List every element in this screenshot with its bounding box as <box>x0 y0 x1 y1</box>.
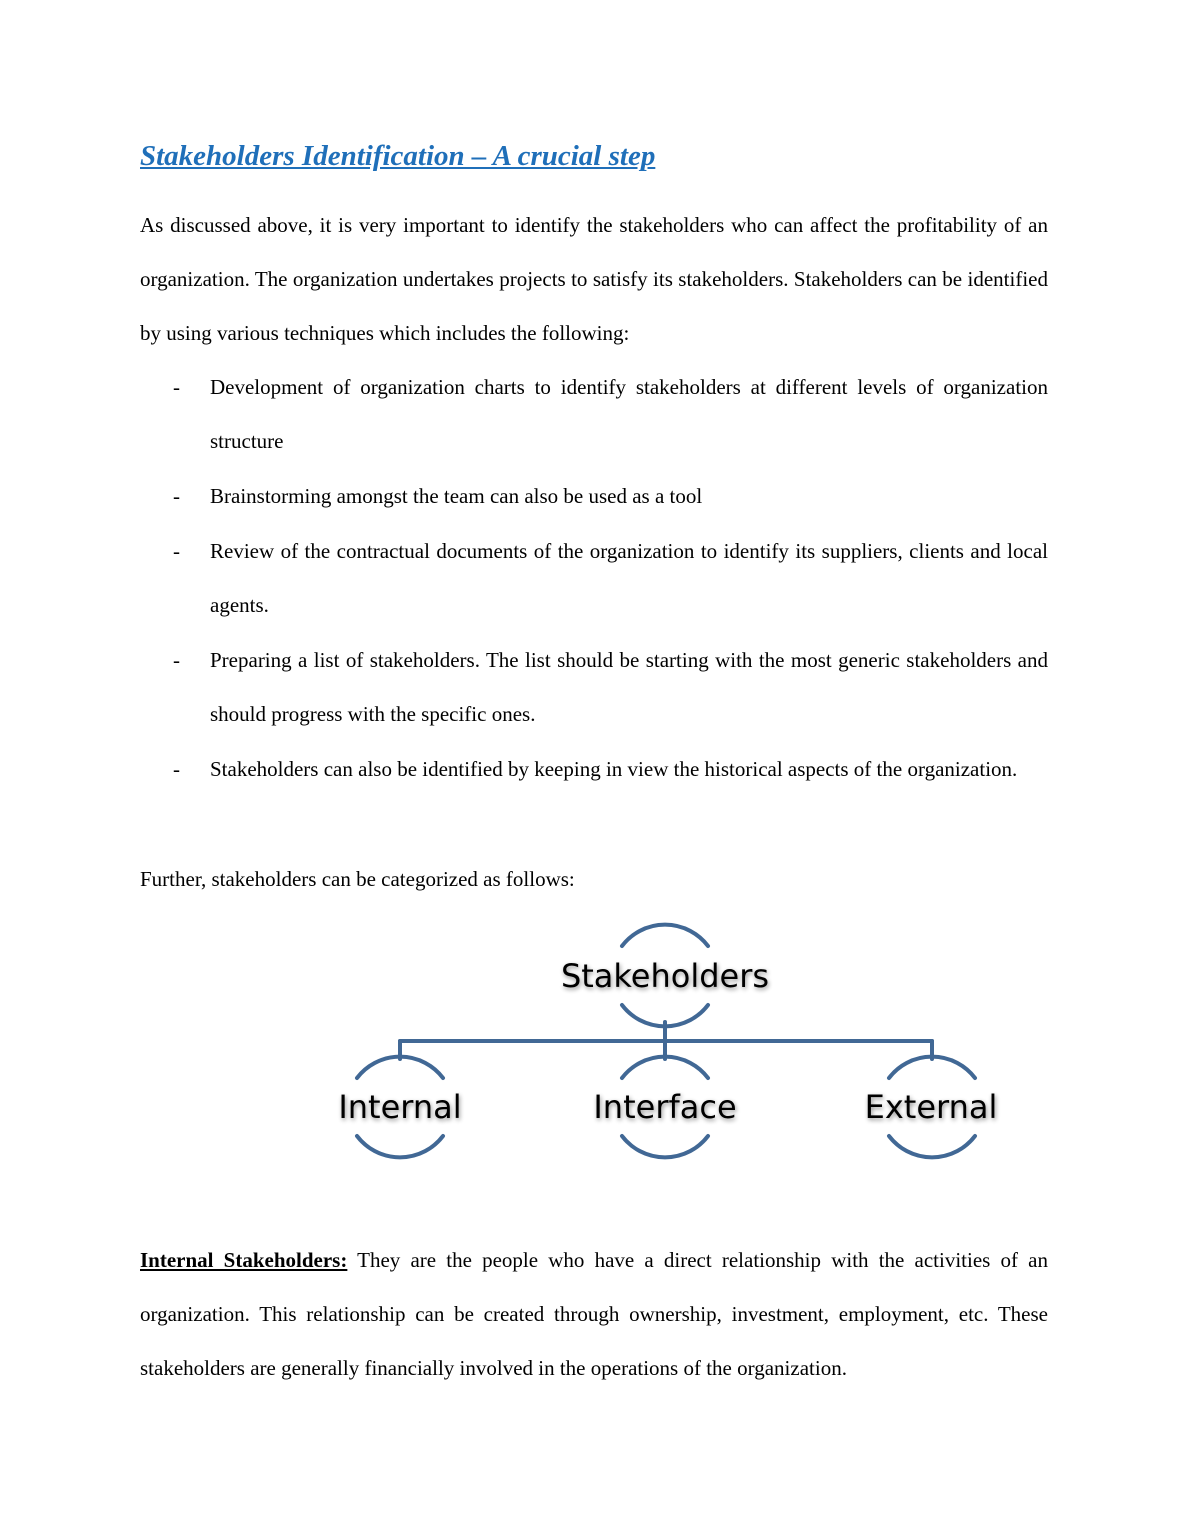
intro-paragraph: As discussed above, it is very important to identify the stakeholders who can affect the profitability of an organization. The organization undertakes projects to satisfy its stakeholders. Stakeholders can be identified by using various techniques which includes the following: <box>140 213 1048 345</box>
categorization-intro: Further, stakeholders can be categorized as follows: <box>140 867 575 891</box>
bullet-marker: - <box>173 375 180 399</box>
internal-stakeholders-label: Internal Stakeholders: <box>140 1248 348 1272</box>
internal-node-arc-bottom <box>357 1136 443 1157</box>
bullet-marker: - <box>173 484 180 508</box>
internal-stakeholders-text: They are the people who have a direct relationship with the activities of an organization. This relationship can be created through ownership, investment, employment, etc. These stakeholders are generally financially involved in the operations of the organization. <box>140 1248 1048 1380</box>
list-item-text: Review of the contractual documents of the organization to identify its suppliers, clients and local agents. <box>210 539 1048 617</box>
internal-node-label: Internal <box>338 1088 462 1126</box>
interface-node-arc-bottom <box>622 1136 708 1157</box>
section-heading: Stakeholders Identification – A crucial step <box>140 140 656 172</box>
interface-node-label: Interface <box>593 1088 737 1126</box>
list-item-text: Development of organization charts to identify stakeholders at different levels of organization structure <box>210 375 1048 453</box>
bullet-marker: - <box>173 648 180 672</box>
list-item-text: Preparing a list of stakeholders. The list should be starting with the most generic stakeholders and should progress with the specific ones. <box>210 648 1048 726</box>
external-node-label: External <box>864 1088 998 1126</box>
list-item-text: Stakeholders can also be identified by keeping in view the historical aspects of the organization. <box>210 757 1018 781</box>
root-node-arc-top <box>622 925 708 946</box>
bullet-marker: - <box>173 539 180 563</box>
internal-stakeholders-paragraph <box>140 1233 1048 1395</box>
list-item-text: Brainstorming amongst the team can also be used as a tool <box>210 484 703 508</box>
root-node-label: Stakeholders <box>560 957 770 995</box>
external-node-arc-bottom <box>889 1136 975 1157</box>
bullet-marker: - <box>173 757 180 781</box>
